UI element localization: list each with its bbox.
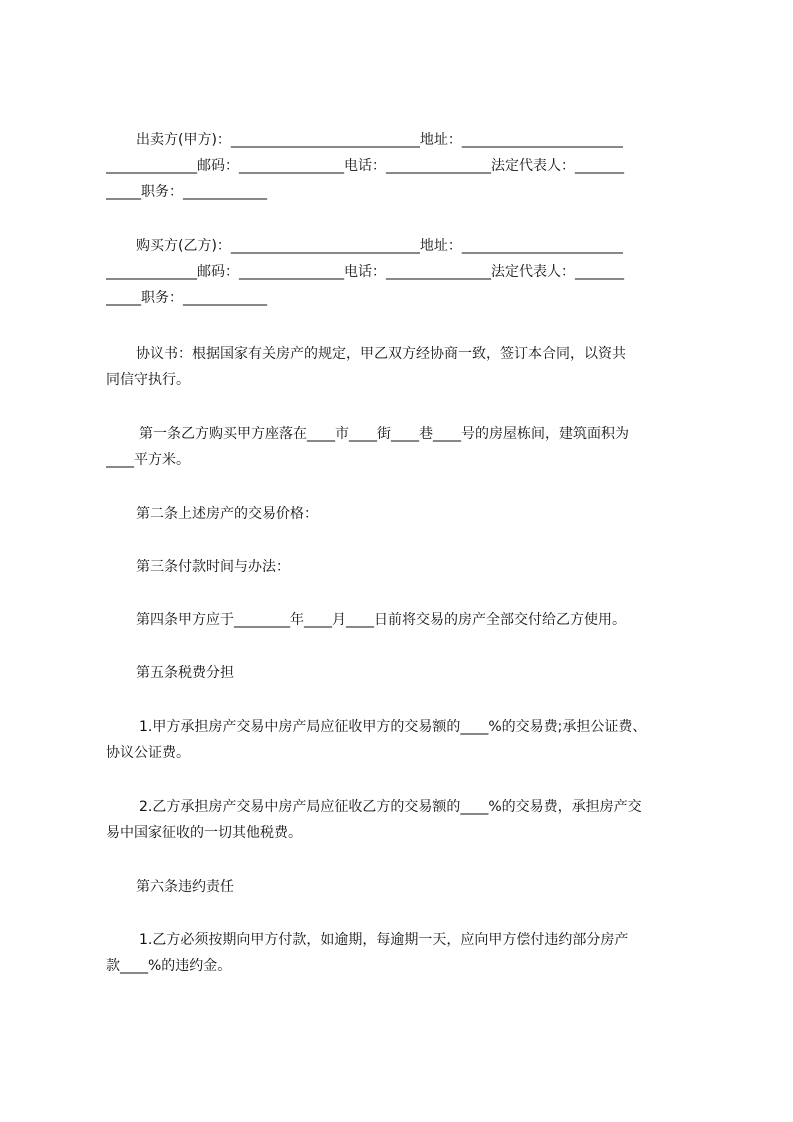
article-4: [106, 607, 706, 633]
article-3: [106, 554, 706, 580]
article-4-text: 第四条甲方应于________年____月____日前将交易的房产全部交付给乙方使用。: [136, 612, 626, 628]
article-6-item-1: [106, 927, 706, 979]
article-6-item-1-line-1: 1.乙方必须按期向甲方付款，如逾期，每逾期一天，应向甲方偿付违约部分房产: [139, 932, 629, 948]
article-2: [106, 501, 706, 527]
article-5-title-text: 第五条税费分担: [136, 665, 234, 681]
article-6-title-text: 第六条违约责任: [136, 879, 234, 895]
article-5-item-1: [106, 714, 706, 766]
article-5-item-2-line-1: 2.乙方承担房产交易中房产局应征收乙方的交易额的____%的交易费，承担房产交: [139, 799, 642, 815]
buyer-info: [106, 233, 706, 311]
article-6-title: [106, 874, 706, 900]
agreement-line-2: 同信守执行。: [106, 372, 190, 388]
article-1-line-2: ____平方米。: [106, 452, 190, 468]
article-1-line-1: 第一条乙方购买甲方座落在____市____街____巷____号的房屋栋间，建筑面积为: [139, 426, 629, 442]
article-5-item-2-line-2: 易中国家征收的一切其他税费。: [106, 825, 302, 841]
seller-line-2: _____________邮码：_______________电话：_______________法定代表人：_______: [106, 158, 624, 174]
article-5-item-2: [106, 794, 706, 846]
seller-info: [106, 127, 706, 205]
seller-line-3: _____职务：____________: [106, 184, 267, 200]
agreement-paragraph: [106, 341, 706, 393]
article-2-text: 第二条上述房产的交易价格：: [136, 506, 318, 522]
article-3-text: 第三条付款时间与办法：: [136, 559, 290, 575]
article-6-item-1-line-2: 款____%的违约金。: [106, 958, 232, 974]
buyer-line-3: _____职务：____________: [106, 290, 267, 306]
buyer-line-1: 购买方(乙方)：___________________________地址：_______________________: [136, 238, 623, 254]
article-5-title: [106, 660, 706, 686]
article-5-item-1-line-1: 1.甲方承担房产交易中房产局应征收甲方的交易额的____%的交易费;承担公证费、: [139, 719, 647, 735]
article-5-item-1-line-2: 协议公证费。: [106, 745, 190, 761]
buyer-line-2: _____________邮码：_______________电话：_______________法定代表人：_______: [106, 264, 624, 280]
article-1: [106, 421, 706, 473]
seller-line-1: 出卖方(甲方)：___________________________地址：_______________________: [136, 132, 623, 148]
agreement-line-1: 协议书：根据国家有关房产的规定，甲乙双方经协商一致，签订本合同，以资共: [136, 346, 626, 362]
